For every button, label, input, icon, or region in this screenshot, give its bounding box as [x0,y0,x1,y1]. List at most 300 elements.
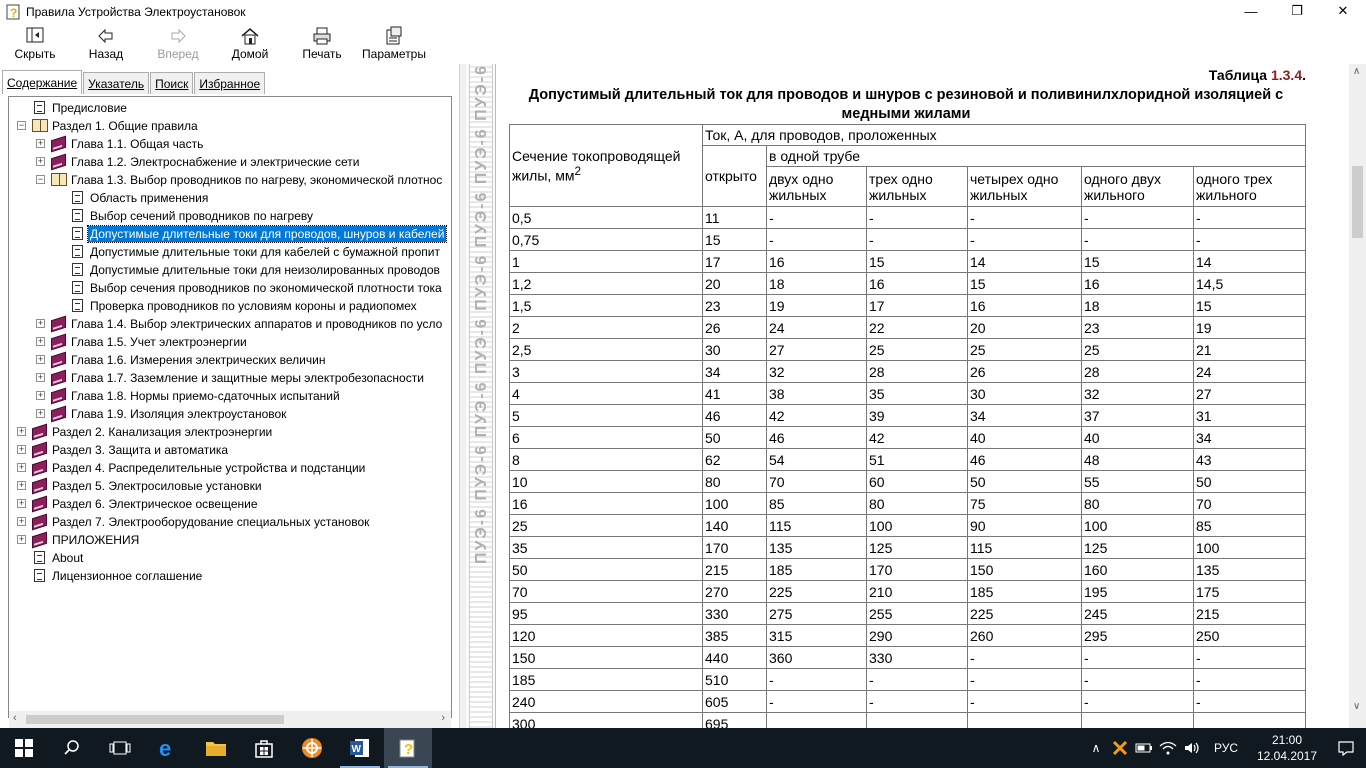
arrow-left-icon [96,26,116,46]
current-cell: 260 [968,625,1082,647]
title-bar [0,0,1366,24]
current-cell: - [968,647,1082,669]
tab-search[interactable] [150,72,193,94]
expand-icon[interactable]: + [18,480,25,490]
back-label: Назад [88,47,124,61]
task-view-icon[interactable] [96,728,144,768]
current-cell: 51 [867,449,968,471]
table-row [510,691,1306,713]
collapse-icon[interactable]: − [18,120,25,130]
table-row [510,405,1306,427]
current-cell: 27 [1194,383,1306,405]
current-cell: - [767,669,867,691]
current-cell: 225 [767,581,867,603]
current-cell: 85 [767,493,867,515]
expand-icon[interactable]: + [37,156,44,166]
tree-item[interactable] [9,243,451,261]
expand-icon[interactable]: + [37,408,44,418]
current-cell: 295 [1082,625,1194,647]
current-cell: 38 [767,383,867,405]
current-cell: 20 [703,273,767,295]
page-icon [70,226,86,242]
table-row [510,449,1306,471]
store-icon[interactable] [240,728,288,768]
current-cell: 42 [767,405,867,427]
current-cell: 40 [1082,427,1194,449]
current-cell: 125 [1082,537,1194,559]
current-cell: 28 [1082,361,1194,383]
expand-icon[interactable]: + [37,318,44,328]
current-cell: 17 [867,295,968,317]
current-cell: 39 [867,405,968,427]
navigation-pane [0,64,459,728]
help-app-icon [6,4,22,20]
current-cell: 25 [867,339,968,361]
notification-icon[interactable] [1326,728,1366,768]
current-cell: 185 [968,581,1082,603]
section-cell: 25 [510,515,703,537]
current-cell: 43 [1194,449,1306,471]
tree-list [9,99,451,585]
table-row [510,537,1306,559]
tree-item-label: Раздел 3. Защита и автоматика [52,443,229,457]
help-viewer-icon[interactable] [384,728,432,768]
hide-icon [24,26,46,46]
tree-item[interactable] [9,405,451,423]
wifi-icon[interactable] [1156,728,1180,768]
current-cell: 23 [703,295,767,317]
current-cell: 100 [1082,515,1194,537]
current-cell: - [1082,207,1194,229]
expand-icon[interactable]: + [18,516,25,526]
expand-icon[interactable]: + [37,138,44,148]
tree-item[interactable] [9,99,451,117]
current-cell: 160 [1082,559,1194,581]
current-cell: 22 [867,317,968,339]
table-row [510,581,1306,603]
table-row [510,669,1306,691]
section-cell: 1 [510,251,703,273]
table-row [510,493,1306,515]
current-cell: 330 [703,603,767,625]
current-cell: 510 [703,669,767,691]
section-cell: 2,5 [510,339,703,361]
section-cell: 95 [510,603,703,625]
current-cell: 54 [767,449,867,471]
expand-icon[interactable]: + [18,534,25,544]
current-cell: 70 [1194,493,1306,515]
edge-icon[interactable] [144,728,192,768]
print-label: Печать [302,47,342,61]
current-cell: 60 [867,471,968,493]
tree-item[interactable] [9,315,451,333]
current-cell: - [1082,647,1194,669]
current-cell: 23 [1082,317,1194,339]
current-cell: 605 [703,691,767,713]
close-button[interactable]: ✕ [1337,3,1349,18]
section-cell: 3 [510,361,703,383]
current-cell: 31 [1194,405,1306,427]
tree-item-label: Лицензионное соглашение [52,569,203,583]
expand-icon[interactable]: + [37,372,44,382]
current-cell: 80 [867,493,968,515]
language-indicator[interactable]: РУС [1213,741,1238,755]
navigation-tabs [2,72,266,94]
current-cell: 42 [867,427,968,449]
current-cell: - [968,207,1082,229]
section-cell: 70 [510,581,703,603]
scroll-right-icon[interactable]: › [441,712,445,724]
table-row [510,713,1306,729]
section-cell: 2 [510,317,703,339]
expand-icon[interactable]: + [37,390,44,400]
scroll-thumb[interactable] [26,715,284,724]
header-col: трех одно жильных [867,167,968,207]
current-cell: 125 [867,537,968,559]
options-label: Параметры [362,47,426,61]
current-cell: 34 [968,405,1082,427]
header-section-sup: 2 [574,164,581,178]
current-cell: 24 [767,317,867,339]
current-cell [767,713,867,729]
current-cell: 70 [767,471,867,493]
current-table [509,124,1306,728]
current-cell: - [767,207,867,229]
tree-item-label: Раздел 2. Канализация электроэнергии [52,425,273,439]
tree-item[interactable] [9,549,451,567]
current-cell: 25 [1082,339,1194,361]
decorative-border [466,64,496,728]
current-cell: 255 [867,603,968,625]
book-icon [32,442,48,458]
tree-item-label: Глава 1.5. Учет электроэнергии [71,335,247,349]
table-row [510,625,1306,647]
svg-text:W: W [351,744,361,755]
current-cell: 16 [1082,273,1194,295]
content-vertical-scrollbar[interactable] [1349,64,1366,728]
table-row [510,427,1306,449]
current-cell: 16 [968,295,1082,317]
book-icon [32,460,48,476]
table-caption-suffix: . [1302,67,1306,83]
header-pipe: в одной трубе [767,146,1306,167]
section-cell: 1,2 [510,273,703,295]
page-icon [70,280,86,296]
current-cell: 16 [767,251,867,273]
current-cell: - [1194,691,1306,713]
tree-item[interactable] [9,423,451,441]
chevron-up-icon[interactable]: ∧ [1091,741,1101,755]
tree-item-label: ПРИЛОЖЕНИЯ [52,533,140,547]
current-cell: 16 [867,273,968,295]
search-icon[interactable] [48,728,96,768]
forward-button[interactable] [142,24,214,64]
printer-icon [311,26,333,46]
tree-item[interactable] [9,495,451,513]
header-section [510,125,703,207]
tab-favorites[interactable] [194,72,265,94]
clock[interactable] [1248,732,1326,764]
tree-item-label: Раздел 4. Распределительные устройства и подстанции [52,461,366,475]
page-icon [32,568,48,584]
tree-item-label: Глава 1.2. Электроснабжение и электрические сети [71,155,360,169]
current-cell: 270 [703,581,767,603]
current-cell: 80 [703,471,767,493]
table-row [510,471,1306,493]
table-row [510,515,1306,537]
tree-item[interactable] [9,261,451,279]
collapse-icon[interactable]: − [37,174,44,184]
current-cell: 40 [968,427,1082,449]
tray-app-icon[interactable] [1108,728,1132,768]
tree-item-label: Допустимые длительные токи для проводов, шнуров и кабелей [90,227,445,241]
current-cell: 175 [1194,581,1306,603]
current-cell: 26 [703,317,767,339]
tree-item[interactable] [9,189,451,207]
current-cell: 55 [1082,471,1194,493]
table-row [510,339,1306,361]
expand-icon[interactable]: + [37,354,44,364]
tree-item[interactable] [9,351,451,369]
current-cell: 15 [867,251,968,273]
section-cell: 50 [510,559,703,581]
expand-icon[interactable]: + [18,462,25,472]
content-pane [466,64,1349,728]
current-cell: 100 [703,493,767,515]
tree-item[interactable] [9,171,451,189]
book-icon [32,478,48,494]
section-cell: 5 [510,405,703,427]
scroll-up-icon[interactable]: ∧ [1353,66,1361,77]
current-cell: 62 [703,449,767,471]
header-open: открыто [703,146,767,207]
table-row [510,229,1306,251]
current-cell: 250 [1194,625,1306,647]
current-cell: 15 [1194,295,1306,317]
page-icon [70,208,86,224]
current-cell: 24 [1194,361,1306,383]
open-book-icon [32,118,48,134]
current-cell: 275 [767,603,867,625]
battery-icon[interactable] [1132,728,1156,768]
tree-item-label: Раздел 7. Электрооборудование специальных установок [52,515,370,529]
tab-contents[interactable] [2,70,82,94]
current-cell: 170 [867,559,968,581]
current-cell: - [1194,207,1306,229]
table-caption-prefix: Таблица [1208,67,1271,83]
current-cell: 15 [968,273,1082,295]
taskbar [0,728,1366,768]
tree-item[interactable] [9,387,451,405]
current-cell: 30 [968,383,1082,405]
header-section-text: Сечение токопроводящей жилы, мм [512,147,681,184]
tree-item[interactable] [9,513,451,531]
page-icon [70,262,86,278]
current-cell: 34 [703,361,767,383]
tree-item[interactable] [9,135,451,153]
word-icon[interactable] [336,728,384,768]
table-row [510,273,1306,295]
book-icon [51,370,67,386]
tree-item-label: Выбор сечений проводников по нагреву [90,209,313,223]
tree-item-label: Раздел 5. Электросиловые установки [52,479,262,493]
minimize-button[interactable]: — [1244,3,1258,19]
scroll-thumb[interactable] [1352,166,1363,238]
toolbar [0,24,1366,64]
expand-icon[interactable]: + [18,426,25,436]
tree-item[interactable] [9,369,451,387]
current-cell: 215 [1194,603,1306,625]
print-button[interactable] [286,24,358,64]
section-cell: 1,5 [510,295,703,317]
section-cell: 150 [510,647,703,669]
current-cell: - [1194,669,1306,691]
tree-horizontal-scrollbar[interactable] [9,711,451,728]
current-cell: 18 [1082,295,1194,317]
current-cell: 35 [867,383,968,405]
current-cell: 41 [703,383,767,405]
current-cell: 90 [968,515,1082,537]
current-cell: - [767,691,867,713]
current-cell: 695 [703,713,767,729]
tree-item[interactable] [9,225,451,243]
book-icon [32,532,48,548]
tree-item[interactable] [9,567,451,585]
header-col: одного двух жильного [1082,167,1194,207]
current-cell: 37 [1082,405,1194,427]
tree-item-label: Выбор сечения проводников по экономической плотности тока [90,281,442,295]
current-cell: - [867,669,968,691]
tree-item[interactable] [9,531,451,549]
scroll-down-icon[interactable]: ∨ [1353,701,1361,712]
book-icon [51,154,67,170]
tree-item-label: Проверка проводников по условиям короны и радиопомех [90,299,417,313]
restore-button[interactable]: ❐ [1291,3,1303,18]
tree-item[interactable] [9,117,451,135]
current-cell [968,713,1082,729]
tree-item-label: Область применения [90,191,209,205]
scroll-left-icon[interactable]: ‹ [13,712,17,724]
pane-splitter[interactable] [459,64,466,728]
expand-icon[interactable]: + [18,498,25,508]
options-button[interactable] [358,24,430,64]
tree-item-label: Раздел 1. Общие правила [52,119,198,133]
tree-item[interactable] [9,459,451,477]
table-title: Допустимый длительный ток для проводов и шнуров с резиновой и поливинилхлоридной изоляцией с медными жилами [528,87,1284,122]
watermark-text: ПУЭ-6 ПУЭ-6 ПУЭ-6 ПУЭ-6 ПУЭ-6 ПУЭ-6 ПУЭ-6 ПУЭ-6 [473,64,490,564]
current-cell: 25 [968,339,1082,361]
current-cell: 290 [867,625,968,647]
current-cell [867,713,968,729]
book-icon [32,514,48,530]
expand-icon[interactable]: + [18,444,25,454]
tree-item-label: Глава 1.3. Выбор проводников по нагреву, экономической плотнос [71,173,443,187]
start-icon[interactable] [0,728,48,768]
current-cell: - [1082,229,1194,251]
table-row [510,647,1306,669]
current-cell: 20 [968,317,1082,339]
current-cell: - [1194,647,1306,669]
current-cell: 34 [1194,427,1306,449]
tree-item[interactable] [9,477,451,495]
tree-item[interactable] [9,153,451,171]
current-cell: 440 [703,647,767,669]
current-cell: 21 [1194,339,1306,361]
volume-icon[interactable] [1180,728,1204,768]
current-cell: 85 [1194,515,1306,537]
section-cell: 8 [510,449,703,471]
current-cell: 28 [867,361,968,383]
home-button[interactable] [214,24,286,64]
current-cell: 185 [767,559,867,581]
svg-text:?: ? [10,6,18,20]
current-cell: - [968,691,1082,713]
tree-item[interactable] [9,441,451,459]
tree-item-label: Глава 1.1. Общая часть [71,137,204,151]
table-caption [1209,67,1306,83]
current-cell: - [767,229,867,251]
book-icon [51,352,67,368]
current-cell: 80 [1082,493,1194,515]
page-icon [32,550,48,566]
clock-date: 12.04.2017 [1256,749,1318,763]
system-tray [1084,728,1366,768]
file-explorer-icon[interactable] [192,728,240,768]
current-cell: 215 [703,559,767,581]
current-cell: 150 [968,559,1082,581]
table-row [510,383,1306,405]
current-cell: - [1082,669,1194,691]
current-cell [1194,713,1306,729]
current-cell: 225 [968,603,1082,625]
tab-index[interactable] [83,72,149,94]
back-button[interactable] [70,24,142,64]
expand-icon[interactable]: + [37,336,44,346]
current-cell: 26 [968,361,1082,383]
current-cell: 115 [968,537,1082,559]
current-cell: - [1194,229,1306,251]
tree-item-label: Предисловие [52,101,127,115]
table-row [510,559,1306,581]
current-cell: 195 [1082,581,1194,603]
book-icon [51,136,67,152]
table-row [510,361,1306,383]
section-cell: 6 [510,427,703,449]
home-icon [239,26,261,46]
options-icon [383,26,405,46]
hide-button[interactable] [0,24,70,64]
current-cell: 14,5 [1194,273,1306,295]
section-cell: 16 [510,493,703,515]
current-cell: 14 [1194,251,1306,273]
tree-item[interactable] [9,279,451,297]
table-caption-number: 1.3.4 [1270,67,1303,83]
table-row [510,207,1306,229]
current-cell [1082,713,1194,729]
tree-item[interactable] [9,207,451,225]
current-cell: 210 [867,581,968,603]
app-orange-icon[interactable] [288,728,336,768]
contents-tree[interactable] [8,96,452,718]
tree-item[interactable] [9,333,451,351]
tree-item[interactable] [9,297,451,315]
current-cell: 11 [703,207,767,229]
book-icon [32,424,48,440]
page-icon [70,244,86,260]
section-cell: 35 [510,537,703,559]
tab-search-label: Поиск [155,76,189,91]
book-icon [51,316,67,332]
